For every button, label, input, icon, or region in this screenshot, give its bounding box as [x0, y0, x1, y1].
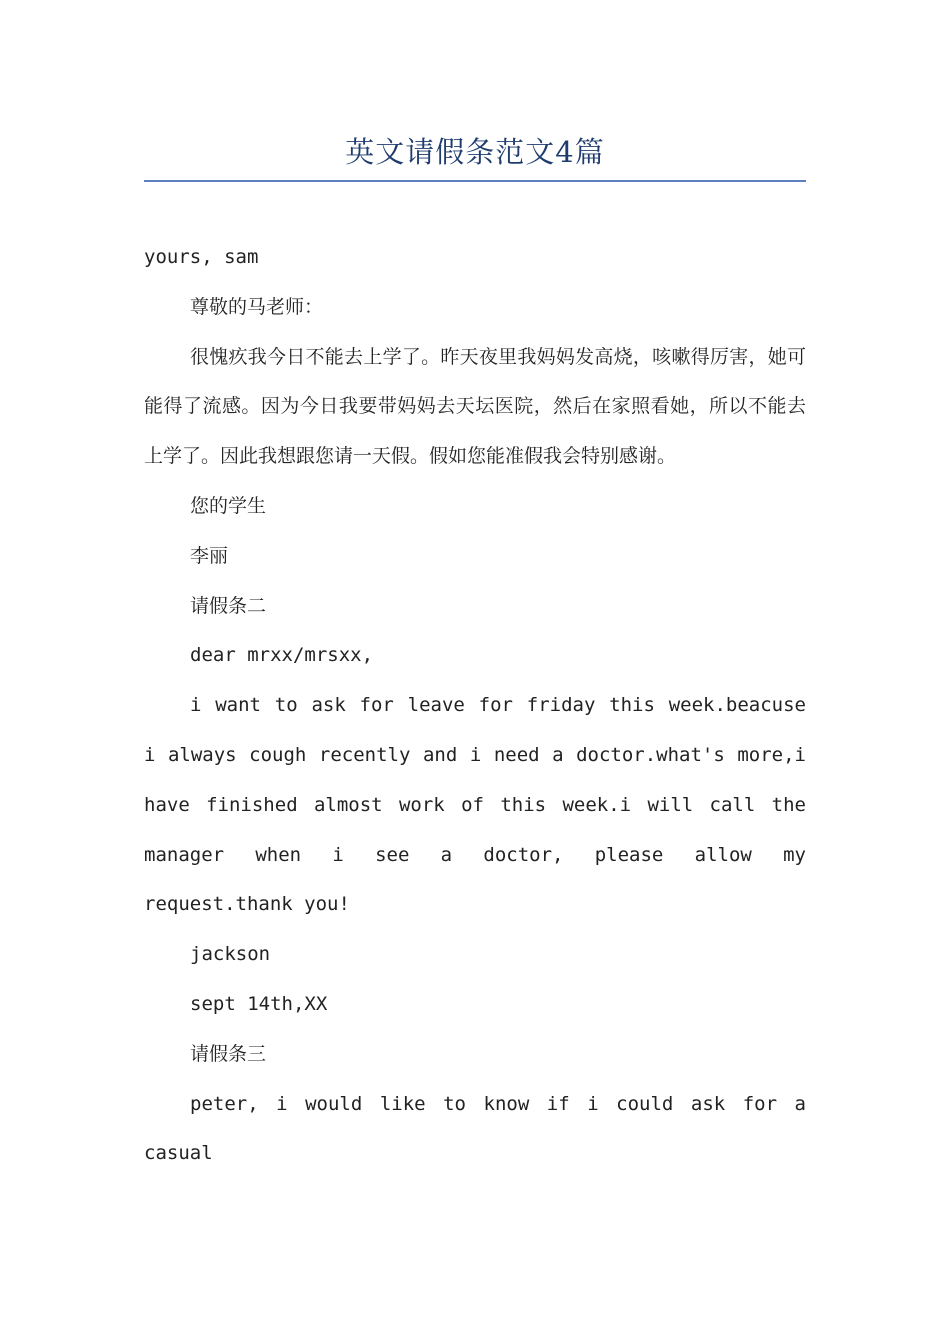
paragraph-leave-request-en: i want to ask for leave for friday this week.beacuse i always cough recently and i need a doctor.what's more,i have finished almost work of this week.i will call the manager when i see a doctor, please allow my request.thank you!: [144, 694, 806, 916]
paragraph-signoff-sam: yours, sam: [144, 246, 259, 268]
heading-note-three: 请假条三: [190, 1042, 267, 1065]
paragraph-salutation-dear: dear mrxx/mrsxx,: [190, 644, 374, 667]
paragraph-date: sept 14th,XX: [190, 992, 328, 1015]
document-title: 英文请假条范文4篇: [345, 135, 605, 169]
document-body: [144, 233, 806, 1179]
paragraph-peter-request: peter, i would like to know if i could ask for a casual: [144, 1092, 806, 1165]
title-underline: [144, 180, 806, 182]
paragraph-signature-li: 李丽: [190, 544, 229, 567]
heading-note-two: 请假条二: [190, 594, 267, 617]
paragraph-leave-reason-cn: 很愧疚我今日不能去上学了。昨天夜里我妈妈发高烧，咳嗽得厉害，她可能得了流感。因为今日我要带妈妈去天坛医院，然后在家照看她，所以不能去上学了。因此我想跟您请一天假。假如您能准假我会特别感谢。: [144, 345, 806, 468]
paragraph-signature-jackson: jackson: [190, 943, 271, 966]
paragraph-closing-student: 您的学生: [190, 494, 267, 517]
paragraph-salutation-ma: 尊敬的马老师：: [190, 295, 324, 318]
